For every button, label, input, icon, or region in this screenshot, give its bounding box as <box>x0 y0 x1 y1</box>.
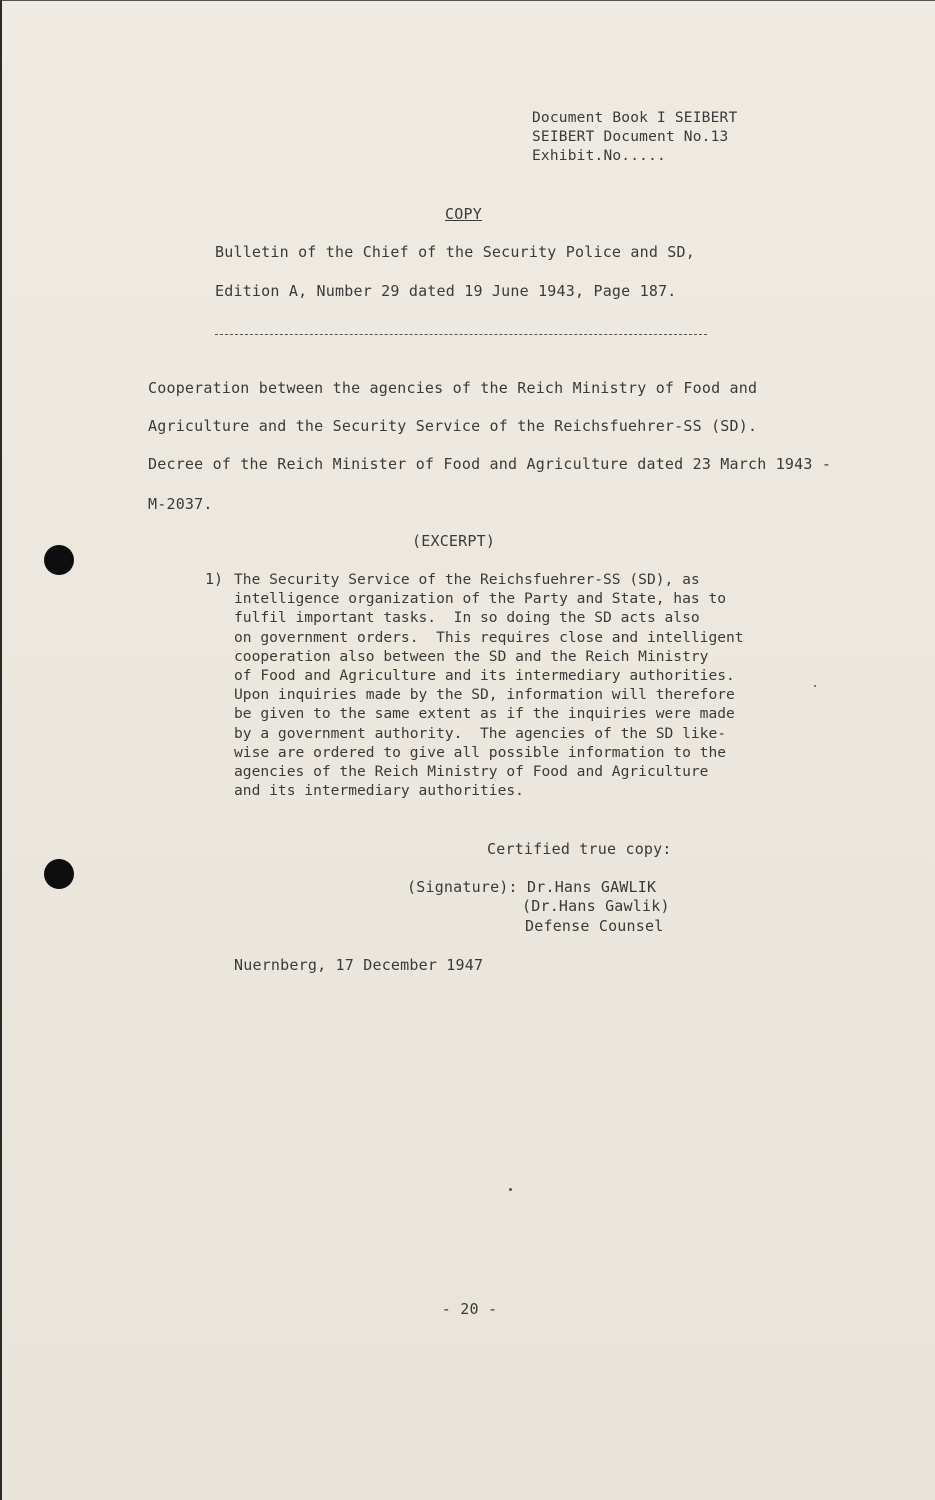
paragraph-line: on government orders. This requires close and intelligent <box>234 628 744 646</box>
exhibit-number-line: Exhibit.No..... <box>532 148 666 164</box>
bulletin-edition-line: Edition A, Number 29 dated 19 June 1943, Page 187. <box>215 282 677 300</box>
punch-hole-bottom <box>44 859 74 889</box>
signatory-role: Defense Counsel <box>525 917 664 935</box>
subject-line-3: Decree of the Reich Minister of Food and Agriculture dated 23 March 1943 - <box>148 455 832 473</box>
signatory-name: (Dr.Hans Gawlik) <box>522 897 670 915</box>
paragraph-line: and its intermediary authorities. <box>234 782 524 800</box>
subject-line-4: M-2037. <box>148 495 213 513</box>
paragraph-line: cooperation also between the SD and the Reich Ministry <box>234 647 709 665</box>
document-book-line: Document Book I SEIBERT <box>532 110 738 126</box>
document-number-line: SEIBERT Document No.13 <box>532 129 729 145</box>
paper-speck <box>509 1188 512 1191</box>
paragraph-number: 1) <box>205 570 224 588</box>
bulletin-title-line: Bulletin of the Chief of the Security Police and SD, <box>215 243 695 261</box>
punch-hole-top <box>44 545 74 575</box>
signature-line: (Signature): Dr.Hans GAWLIK <box>407 878 657 896</box>
separator-dashes <box>215 334 707 335</box>
subject-line-2: Agriculture and the Security Service of the Reichsfuehrer-SS (SD). <box>148 417 758 435</box>
paragraph-body <box>234 570 804 800</box>
paragraph-line: be given to the same extent as if the inquiries were made <box>234 705 735 723</box>
paper-speck <box>814 685 816 687</box>
paragraph-line: The Security Service of the Reichsfuehrer-SS (SD), as <box>234 571 700 588</box>
paragraph-line: Upon inquiries made by the SD, information will therefore <box>234 686 735 704</box>
subject-line-1: Cooperation between the agencies of the Reich Ministry of Food and <box>148 379 758 397</box>
paragraph-line: intelligence organization of the Party and State, has to <box>234 590 727 608</box>
place-and-date: Nuernberg, 17 December 1947 <box>234 956 484 974</box>
paragraph-line: of Food and Agriculture and its intermediary authorities. <box>234 667 735 685</box>
certified-true-copy: Certified true copy: <box>487 840 672 858</box>
excerpt-label: (EXCERPT) <box>412 532 496 550</box>
paragraph-line: fulfil important tasks. In so doing the SD acts also <box>234 609 700 627</box>
paragraph-line: wise are ordered to give all possible information to the <box>234 743 727 761</box>
page-number: - 20 - <box>441 1300 498 1318</box>
paragraph-line: agencies of the Reich Ministry of Food and Agriculture <box>234 763 709 781</box>
copy-label: COPY <box>445 205 482 223</box>
paragraph-line: by a government authority. The agencies of the SD like- <box>234 724 727 742</box>
